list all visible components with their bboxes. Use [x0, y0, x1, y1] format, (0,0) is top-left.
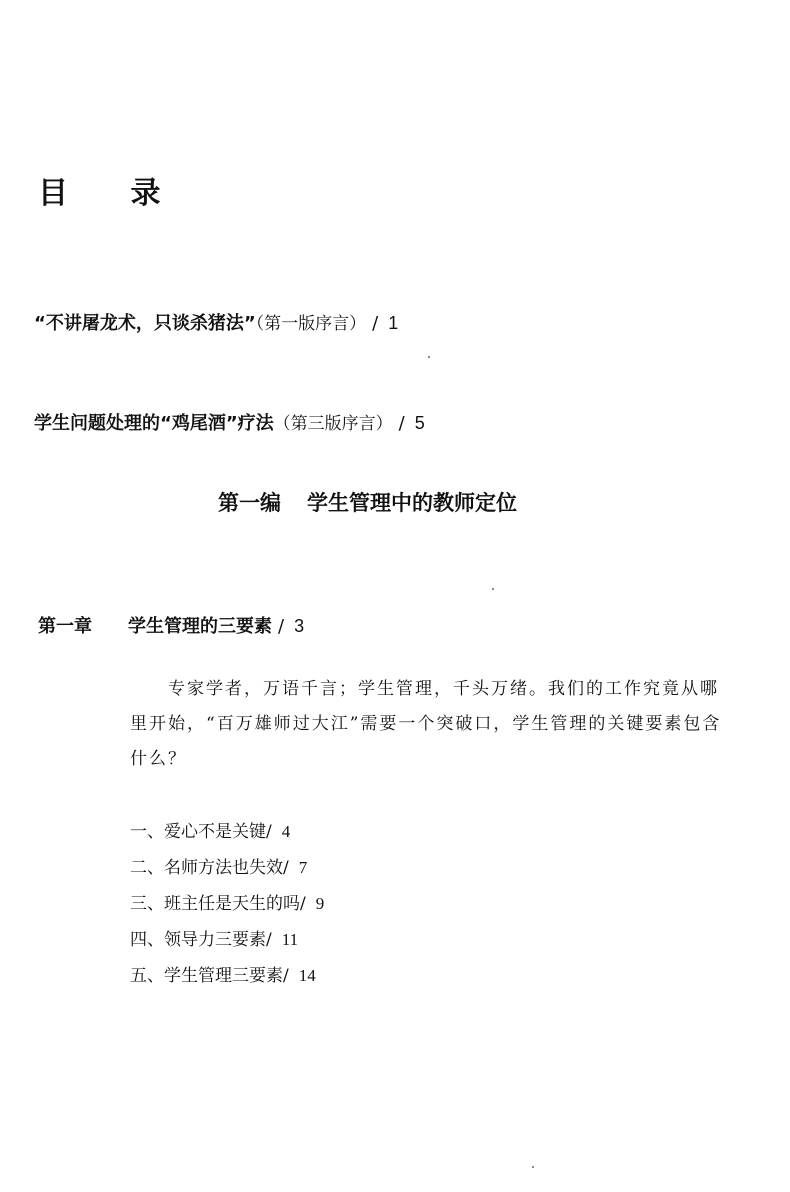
section-separator: / — [283, 858, 289, 878]
chapter-page-number: 3 — [294, 616, 305, 636]
entry-page-number: 5 — [414, 413, 425, 433]
scan-speck — [492, 588, 494, 590]
toc-section-item[interactable] — [130, 850, 324, 886]
toc-entry-preface-1[interactable] — [34, 309, 398, 335]
page-title: 目 录 — [38, 176, 187, 211]
section-page-number: 14 — [298, 966, 316, 985]
chapter-summary — [130, 672, 730, 777]
toc-section-item[interactable] — [130, 922, 324, 958]
section-title: 五、学生管理三要素 — [130, 966, 283, 986]
entry-separator: / — [372, 313, 379, 334]
part-title: 学生管理中的教师定位 — [307, 490, 517, 515]
toc-section-item[interactable] — [130, 886, 324, 922]
toc-section-item[interactable] — [130, 814, 324, 850]
section-title: 三、班主任是天生的吗 — [130, 894, 300, 914]
chapter-separator: / — [278, 616, 285, 637]
section-separator: / — [266, 930, 272, 950]
chapter-title: 学生管理的三要素 — [128, 616, 272, 637]
toc-section-item[interactable] — [130, 958, 324, 994]
section-title: 二、名师方法也失效 — [130, 858, 283, 878]
chapter-summary-text: 专家学者，万语千言；学生管理，千头万绪。我们的工作究竟从哪里开始，“百万雄师过大江”需要一个突破口，学生管理的关键要素包含什么？ — [130, 679, 722, 769]
entry-note: （第一版序言） — [255, 314, 367, 334]
part-label: 第一编 — [218, 490, 281, 515]
chapter-label: 第一章 — [38, 616, 92, 637]
section-list — [130, 814, 324, 994]
section-page-number: 11 — [281, 930, 299, 949]
section-title: 四、领导力三要素 — [130, 930, 266, 950]
section-page-number: 7 — [298, 858, 308, 877]
section-title: 一、爱心不是关键 — [130, 822, 266, 842]
entry-title: “不讲屠龙术，只谈杀猪法” — [34, 313, 256, 334]
section-separator: / — [300, 894, 306, 914]
scan-speck — [532, 1166, 534, 1168]
section-page-number: 9 — [315, 894, 325, 913]
entry-note: （第三版序言） — [273, 414, 393, 434]
toc-entry-chapter-1[interactable] — [38, 612, 304, 638]
entry-title: 学生问题处理的“鸡尾酒”疗法 — [34, 413, 274, 434]
entry-separator: / — [398, 413, 405, 434]
section-separator: / — [266, 822, 272, 842]
part-heading — [218, 487, 517, 517]
section-page-number: 4 — [281, 822, 291, 841]
scan-speck — [428, 356, 430, 358]
section-separator: / — [283, 966, 289, 986]
toc-entry-preface-3[interactable] — [34, 409, 425, 435]
entry-page-number: 1 — [388, 313, 399, 333]
